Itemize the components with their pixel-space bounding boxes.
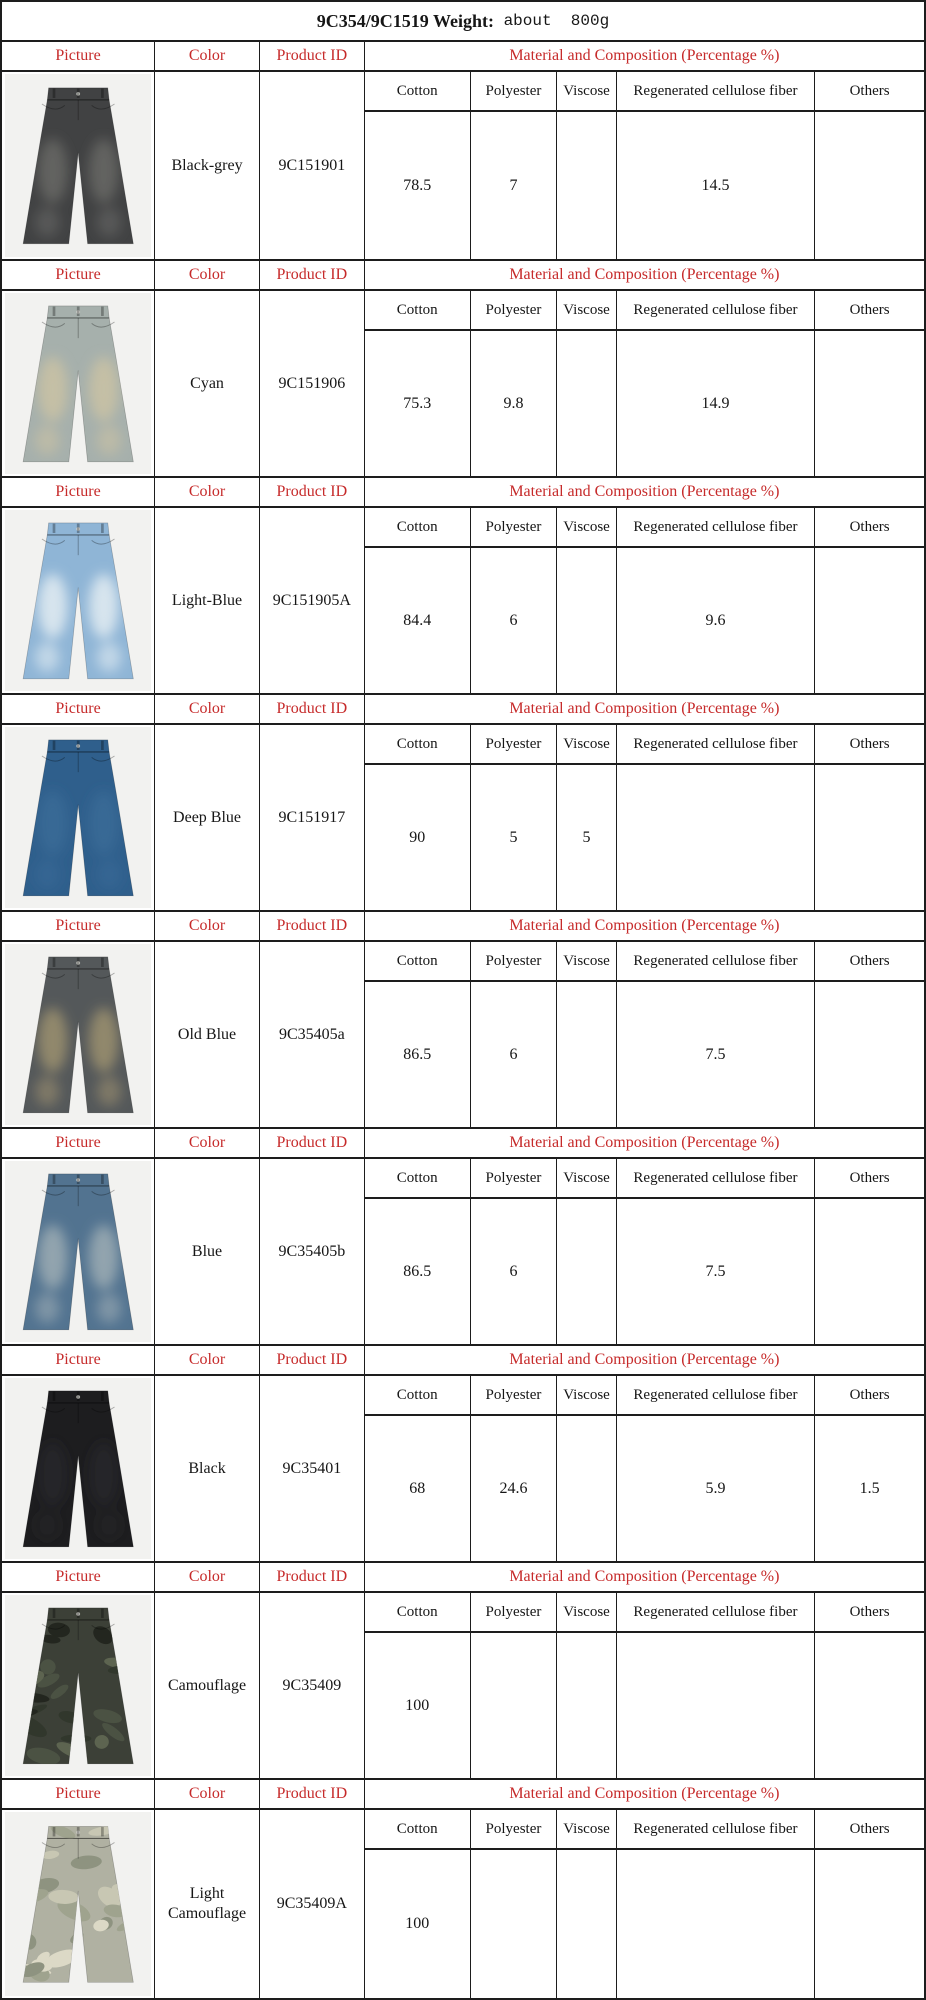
value-others	[814, 1633, 924, 1778]
title-product-code: 9C354/9C1519 Weight:	[316, 10, 494, 31]
subheader-cotton: Cotton	[364, 725, 470, 765]
picture-cell	[2, 725, 154, 910]
value-polyester: 24.6	[470, 1416, 557, 1561]
block-header-row	[2, 1127, 924, 1159]
value-polyester: 5	[470, 765, 557, 910]
value-polyester	[470, 1633, 557, 1778]
product-block	[2, 42, 924, 259]
subheader-polyester: Polyester	[470, 725, 557, 765]
product-id-value: 9C35409	[259, 1593, 364, 1778]
header-material-label: Material and Composition (Percentage %)	[364, 912, 924, 940]
subheader-regenerated-cellulose-fiber: Regenerated cellulose fiber	[616, 291, 814, 331]
value-cotton: 86.5	[364, 1199, 470, 1344]
jeans-product-photo	[5, 1378, 151, 1559]
picture-cell	[2, 72, 154, 259]
value-cotton: 90	[364, 765, 470, 910]
color-value: Cyan	[154, 291, 259, 476]
picture-cell	[2, 508, 154, 693]
picture-cell	[2, 1376, 154, 1561]
block-body	[2, 1376, 924, 1561]
subheader-viscose: Viscose	[556, 1593, 615, 1633]
value-polyester: 6	[470, 1199, 557, 1344]
subheader-polyester: Polyester	[470, 291, 557, 331]
header-picture-label: Picture	[55, 1785, 101, 1802]
product-id-value: 9C35405b	[259, 1159, 364, 1344]
value-cotton: 68	[364, 1416, 470, 1561]
header-color-label: Color	[154, 695, 259, 723]
subheader-cotton: Cotton	[364, 72, 470, 112]
subheader-polyester: Polyester	[470, 1810, 557, 1850]
block-body	[2, 725, 924, 910]
header-material-label: Material and Composition (Percentage %)	[364, 1780, 924, 1808]
subheader-regenerated-cellulose-fiber: Regenerated cellulose fiber	[616, 72, 814, 112]
product-id-value: 9C151906	[259, 291, 364, 476]
value-others	[814, 765, 924, 910]
subheader-others: Others	[814, 942, 924, 982]
header-product-id-label: Product ID	[259, 1563, 364, 1591]
value-regenerated-cellulose-fiber: 14.5	[616, 112, 814, 259]
subheader-others: Others	[814, 72, 924, 112]
value-cotton: 100	[364, 1850, 470, 1998]
jeans-product-photo	[5, 944, 151, 1125]
subheader-cotton: Cotton	[364, 1593, 470, 1633]
product-id-value: 9C35409A	[259, 1810, 364, 1998]
value-cotton: 86.5	[364, 982, 470, 1127]
block-header-row	[2, 693, 924, 725]
block-header-row	[2, 259, 924, 291]
jeans-product-photo	[5, 727, 151, 908]
subheader-regenerated-cellulose-fiber: Regenerated cellulose fiber	[616, 942, 814, 982]
color-value: Old Blue	[154, 942, 259, 1127]
header-color-label: Color	[154, 1563, 259, 1591]
subheader-viscose: Viscose	[556, 1376, 615, 1416]
header-color-label: Color	[154, 261, 259, 289]
product-block	[2, 476, 924, 693]
product-id-value: 9C151905A	[259, 508, 364, 693]
subheader-polyester: Polyester	[470, 1376, 557, 1416]
jeans-product-photo	[5, 1595, 151, 1776]
product-block	[2, 910, 924, 1127]
subheader-cotton: Cotton	[364, 1159, 470, 1199]
jeans-product-photo	[5, 1161, 151, 1342]
subheader-viscose: Viscose	[556, 942, 615, 982]
product-block	[2, 693, 924, 910]
subheader-cotton: Cotton	[364, 508, 470, 548]
header-product-id-label: Product ID	[259, 1129, 364, 1157]
subheader-regenerated-cellulose-fiber: Regenerated cellulose fiber	[616, 1593, 814, 1633]
value-regenerated-cellulose-fiber	[616, 1633, 814, 1778]
block-body	[2, 1810, 924, 1998]
jeans-product-photo	[5, 74, 151, 257]
subheader-others: Others	[814, 291, 924, 331]
value-polyester: 6	[470, 548, 557, 693]
subheader-regenerated-cellulose-fiber: Regenerated cellulose fiber	[616, 1376, 814, 1416]
subheader-polyester: Polyester	[470, 1593, 557, 1633]
value-others: 1.5	[814, 1416, 924, 1561]
picture-cell	[2, 291, 154, 476]
subheader-cotton: Cotton	[364, 291, 470, 331]
subheader-regenerated-cellulose-fiber: Regenerated cellulose fiber	[616, 725, 814, 765]
product-id-value: 9C35405a	[259, 942, 364, 1127]
header-material-label: Material and Composition (Percentage %)	[364, 1346, 924, 1374]
color-value: Black	[154, 1376, 259, 1561]
value-regenerated-cellulose-fiber: 14.9	[616, 331, 814, 476]
header-product-id-label: Product ID	[259, 1346, 364, 1374]
table-title	[2, 2, 924, 42]
product-block	[2, 1778, 924, 1998]
header-color-label: Color	[154, 42, 259, 70]
header-material-label: Material and Composition (Percentage %)	[364, 261, 924, 289]
value-others	[814, 982, 924, 1127]
value-others	[814, 112, 924, 259]
color-value: Light-Blue	[154, 508, 259, 693]
subheader-others: Others	[814, 1159, 924, 1199]
value-others	[814, 331, 924, 476]
header-product-id-label: Product ID	[259, 478, 364, 506]
subheader-others: Others	[814, 1376, 924, 1416]
header-picture-label: Picture	[55, 1351, 101, 1368]
value-cotton: 75.3	[364, 331, 470, 476]
subheader-viscose: Viscose	[556, 508, 615, 548]
subheader-others: Others	[814, 725, 924, 765]
value-viscose	[556, 112, 615, 259]
value-polyester: 7	[470, 112, 557, 259]
header-product-id-label: Product ID	[259, 695, 364, 723]
value-others	[814, 1199, 924, 1344]
value-viscose	[556, 1199, 615, 1344]
subheader-polyester: Polyester	[470, 72, 557, 112]
header-color-label: Color	[154, 1346, 259, 1374]
subheader-polyester: Polyester	[470, 1159, 557, 1199]
block-header-row	[2, 476, 924, 508]
value-cotton: 100	[364, 1633, 470, 1778]
value-viscose	[556, 1633, 615, 1778]
product-id-value: 9C151917	[259, 725, 364, 910]
subheader-regenerated-cellulose-fiber: Regenerated cellulose fiber	[616, 508, 814, 548]
value-regenerated-cellulose-fiber	[616, 765, 814, 910]
color-value: Camouflage	[154, 1593, 259, 1778]
header-material-label: Material and Composition (Percentage %)	[364, 42, 924, 70]
color-value: Black-grey	[154, 72, 259, 259]
value-viscose	[556, 548, 615, 693]
subheader-cotton: Cotton	[364, 1376, 470, 1416]
value-polyester	[470, 1850, 557, 1998]
block-header-row	[2, 1778, 924, 1810]
picture-cell	[2, 942, 154, 1127]
jeans-product-photo	[5, 293, 151, 474]
subheader-others: Others	[814, 1593, 924, 1633]
value-regenerated-cellulose-fiber: 7.5	[616, 1199, 814, 1344]
header-color-label: Color	[154, 912, 259, 940]
header-picture-label: Picture	[55, 700, 101, 717]
color-value: Light Camouflage	[154, 1810, 259, 1998]
header-material-label: Material and Composition (Percentage %)	[364, 1129, 924, 1157]
color-value: Blue	[154, 1159, 259, 1344]
header-picture-label: Picture	[55, 1134, 101, 1151]
picture-cell	[2, 1810, 154, 1998]
product-block	[2, 1344, 924, 1561]
value-regenerated-cellulose-fiber	[616, 1850, 814, 1998]
value-cotton: 84.4	[364, 548, 470, 693]
value-viscose: 5	[556, 765, 615, 910]
header-product-id-label: Product ID	[259, 261, 364, 289]
picture-cell	[2, 1593, 154, 1778]
header-picture-label: Picture	[55, 47, 101, 64]
header-picture-label: Picture	[55, 266, 101, 283]
subheader-viscose: Viscose	[556, 72, 615, 112]
value-polyester: 9.8	[470, 331, 557, 476]
value-regenerated-cellulose-fiber: 9.6	[616, 548, 814, 693]
product-id-value: 9C151901	[259, 72, 364, 259]
jeans-product-photo	[5, 1812, 151, 1996]
block-body	[2, 72, 924, 259]
product-block	[2, 1561, 924, 1778]
block-body	[2, 291, 924, 476]
header-color-label: Color	[154, 478, 259, 506]
title-weight-value: about 800g	[493, 12, 610, 30]
subheader-regenerated-cellulose-fiber: Regenerated cellulose fiber	[616, 1159, 814, 1199]
header-picture-label: Picture	[55, 917, 101, 934]
header-product-id-label: Product ID	[259, 1780, 364, 1808]
header-material-label: Material and Composition (Percentage %)	[364, 1563, 924, 1591]
value-regenerated-cellulose-fiber: 7.5	[616, 982, 814, 1127]
value-regenerated-cellulose-fiber: 5.9	[616, 1416, 814, 1561]
block-header-row	[2, 1344, 924, 1376]
subheader-viscose: Viscose	[556, 1159, 615, 1199]
subheader-polyester: Polyester	[470, 942, 557, 982]
value-others	[814, 1850, 924, 1998]
value-polyester: 6	[470, 982, 557, 1127]
subheader-others: Others	[814, 1810, 924, 1850]
value-viscose	[556, 331, 615, 476]
header-color-label: Color	[154, 1129, 259, 1157]
subheader-viscose: Viscose	[556, 1810, 615, 1850]
header-material-label: Material and Composition (Percentage %)	[364, 695, 924, 723]
product-id-value: 9C35401	[259, 1376, 364, 1561]
subheader-viscose: Viscose	[556, 725, 615, 765]
header-product-id-label: Product ID	[259, 912, 364, 940]
subheader-regenerated-cellulose-fiber: Regenerated cellulose fiber	[616, 1810, 814, 1850]
header-material-label: Material and Composition (Percentage %)	[364, 478, 924, 506]
header-picture-label: Picture	[55, 1568, 101, 1585]
value-viscose	[556, 982, 615, 1127]
subheader-others: Others	[814, 508, 924, 548]
block-body	[2, 508, 924, 693]
picture-cell	[2, 1159, 154, 1344]
subheader-cotton: Cotton	[364, 1810, 470, 1850]
block-header-row	[2, 42, 924, 72]
block-header-row	[2, 910, 924, 942]
value-cotton: 78.5	[364, 112, 470, 259]
subheader-polyester: Polyester	[470, 508, 557, 548]
value-others	[814, 548, 924, 693]
block-body	[2, 1159, 924, 1344]
block-body	[2, 1593, 924, 1778]
color-value: Deep Blue	[154, 725, 259, 910]
subheader-cotton: Cotton	[364, 942, 470, 982]
jeans-product-photo	[5, 510, 151, 691]
header-color-label: Color	[154, 1780, 259, 1808]
block-body	[2, 942, 924, 1127]
header-picture-label: Picture	[55, 483, 101, 500]
block-header-row	[2, 1561, 924, 1593]
subheader-viscose: Viscose	[556, 291, 615, 331]
value-viscose	[556, 1850, 615, 1998]
value-viscose	[556, 1416, 615, 1561]
header-product-id-label: Product ID	[259, 42, 364, 70]
product-block	[2, 1127, 924, 1344]
product-block	[2, 259, 924, 476]
